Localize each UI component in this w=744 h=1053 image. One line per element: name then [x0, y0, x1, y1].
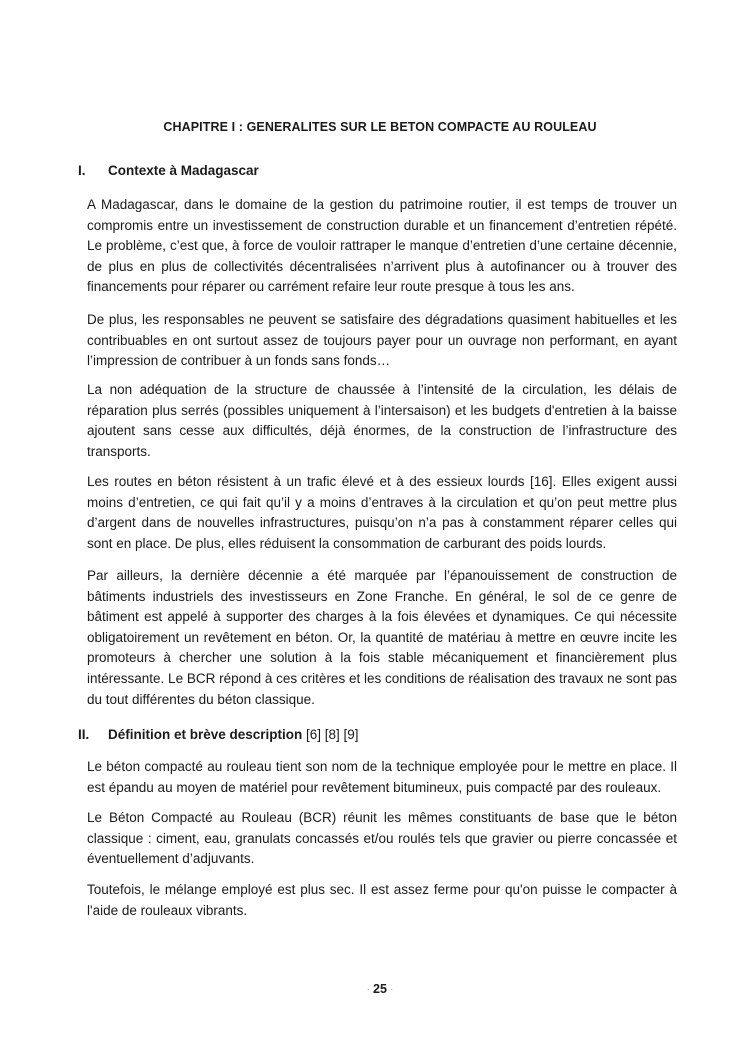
section-references: [6] [8] [9] — [302, 727, 359, 742]
paragraph: A Madagascar, dans le domaine de la gestion du patrimoine routier, il est temps de trouver un compromis entre un investissement de construction durable et un financement d’entretien répété. Le problème, c’est que, à force de vouloir rattraper le manque d’entretien d’une certaine décennie, de plus en plus de collectivités décentralisées n’arrivent plus à autofinancer ou à trouver des financements pour réparer ou carrément refaire leur route presque à tous les ans. — [87, 197, 677, 295]
paragraph: Toutefois, le mélange employé est plus sec. Il est assez ferme pour qu'on puisse le compacter à l'aide de rouleaux vibrants. — [87, 882, 677, 918]
section-title: Définition et brève description — [108, 727, 303, 742]
paragraph: Les routes en béton résistent à un trafic élevé et à des essieux lourds [16]. Elles exigent aussi moins d’entretien, ce qui fait qu’il y a moins d’entraves à la circulation et qu’on peut mettre plus d’argent dans de nouvelles infrastructures, puisqu’on n’a pas à constamment réparer celles qui sont en place. De plus, elles réduisent la consommation de carburant des poids lourds. — [87, 474, 677, 551]
page-number-value: 25 — [373, 982, 387, 996]
page-number-mark: · — [390, 985, 394, 995]
paragraph: Le béton compacté au rouleau tient son nom de la technique employée pour le mettre en place. Il est épandu au moyen de matériel pour revêtement bitumineux, puis compacté par des rouleaux. — [87, 759, 677, 795]
section-title: Contexte à Madagascar — [108, 163, 259, 178]
chapter-title: CHAPITRE I : GENERALITES SUR LE BETON COMPACTE AU ROULEAU — [163, 120, 597, 134]
paragraph: La non adéquation de la structure de chaussée à l’intensité de la circulation, les délais de réparation plus serrés (possibles uniquement à l’intersaison) et les budgets d'entretien à la baisse ajoutent sans cesse aux difficultés, déjà énormes, de la construction de l’infrastructure des transports. — [87, 382, 677, 459]
page-number-mark: · — [366, 985, 370, 995]
paragraph: Le Béton Compacté au Rouleau (BCR) réunit les mêmes constituants de base que le béton classique : ciment, eau, granulats concassés et/ou roulés tels que gravier ou pierre concassée et éventuellement d’adjuvants. — [87, 810, 677, 867]
paragraph: De plus, les responsables ne peuvent se satisfaire des dégradations quasiment habituelles et les contribuables en ont surtout assez de toujours payer pour un ouvrage non performant, en ayant l’impression de contribuer à un fonds sans fonds… — [87, 312, 677, 369]
paragraph: Par ailleurs, la dernière décennie a été marquée par l’épanouissement de construction de bâtiments industriels des investisseurs en Zone Franche. En général, le sol de ce genre de bâtiment est appelé à supporter des charges à la fois élevées et dynamiques. Ce qui nécessite obligatoirement un revêtement en béton. Or, la quantité de matériau à mettre en œuvre incite les promoteurs à chercher une solution à la fois stable mécaniquement et financièrement plus intéressante. Le BCR répond à ces critères et les conditions de réalisation des travaux ne sont pas du tout différentes du béton classique. — [87, 568, 677, 707]
section-number: I. — [78, 163, 86, 178]
section-number: II. — [78, 727, 90, 742]
section-heading-1 — [78, 163, 259, 178]
section-heading-2 — [78, 727, 359, 742]
page-number — [0, 982, 744, 996]
